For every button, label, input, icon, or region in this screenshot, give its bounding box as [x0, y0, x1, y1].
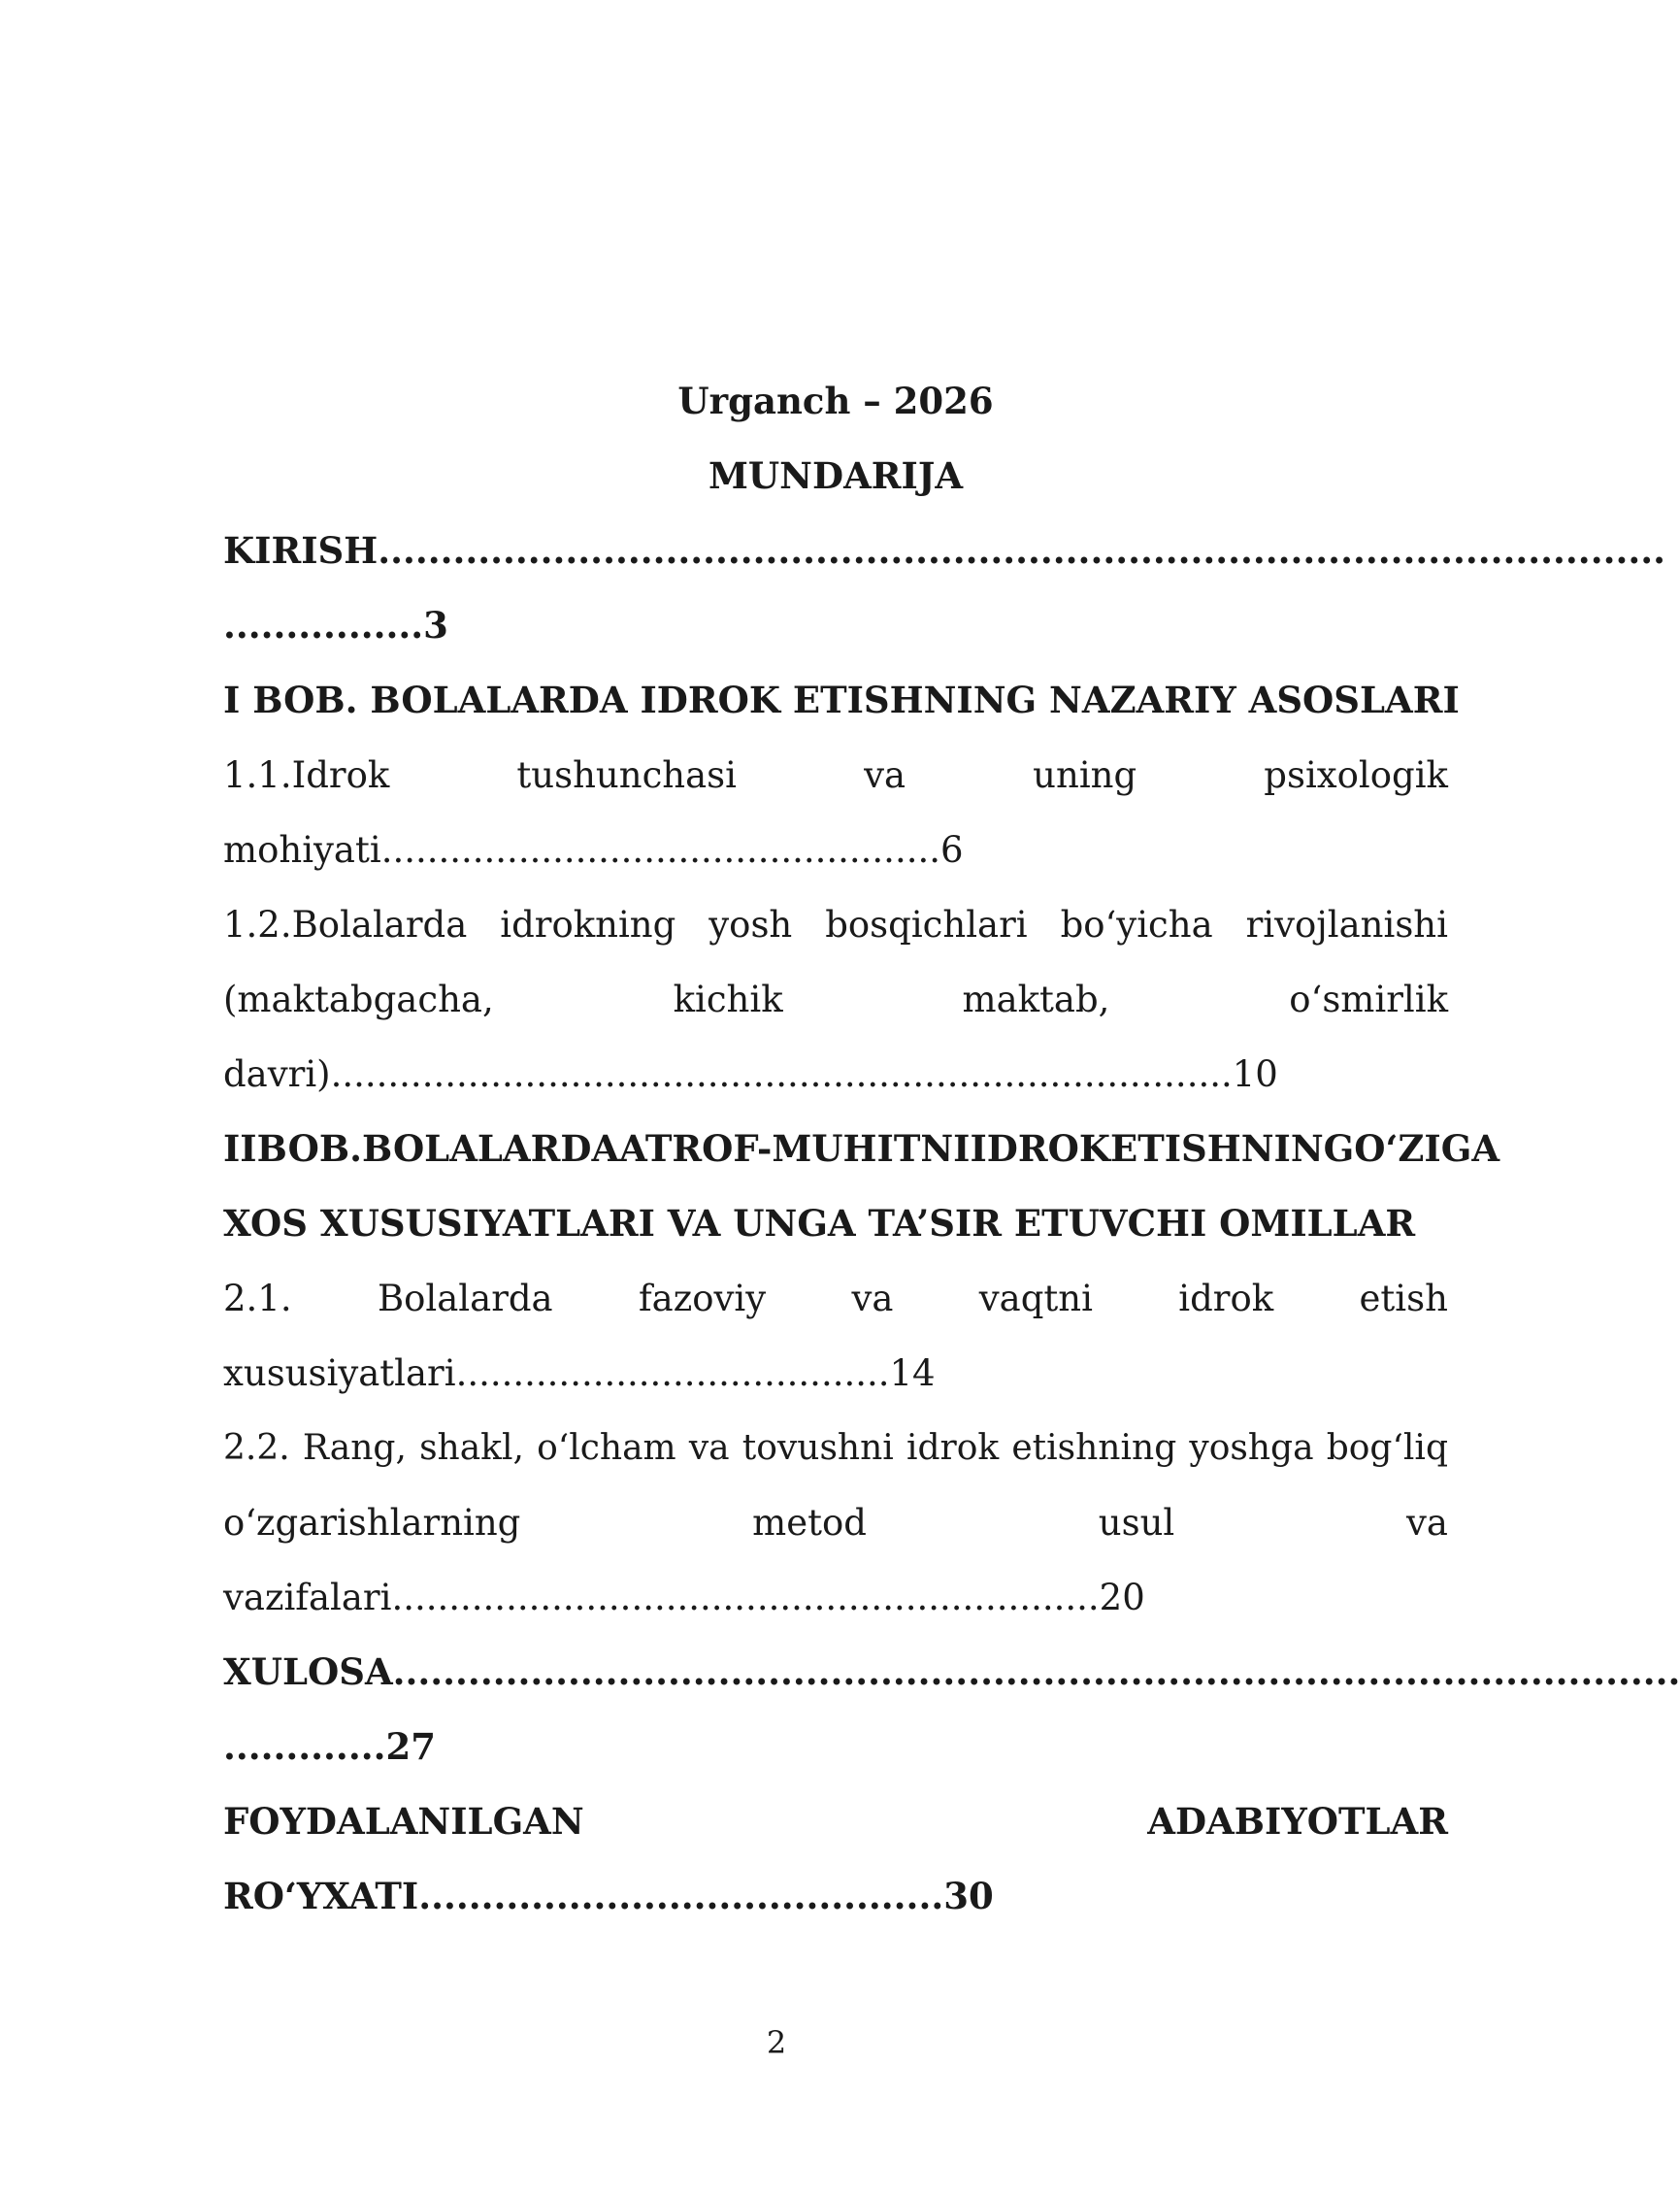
word: psixologik [1264, 754, 1448, 796]
word: Bolalarda [377, 1278, 553, 1319]
toc-kirish-line2: ................3 [223, 604, 448, 647]
section-2-2-line3: vazifalari..............................................................20 [223, 1577, 1145, 1618]
word: kichik [673, 979, 783, 1020]
word: metod [752, 1502, 867, 1544]
section-1-1-line2: mohiyati.................................................6 [223, 829, 964, 871]
word: ATROF-MUHITNI [619, 1127, 971, 1170]
chapter-1-title: I BOB. BOLALARDA IDROK ETISHNING NAZARIY ASOSLARI [223, 679, 1460, 721]
word: etishning [1011, 1428, 1177, 1468]
city-year: Urganch – 2026 [677, 380, 994, 422]
section-1-2-line1 [223, 887, 1448, 962]
word: 2.1. [223, 1278, 292, 1319]
word: rivojlanishi [1245, 904, 1448, 946]
word: fazoviy [638, 1278, 767, 1319]
toc-title: MUNDARIJA [708, 454, 964, 497]
word: bog‘liq [1326, 1428, 1448, 1468]
word: va [1406, 1502, 1448, 1544]
word: Rang, [302, 1428, 407, 1468]
document-page [223, 364, 1680, 1934]
word: bo‘yicha [1060, 904, 1213, 946]
word: bosqichlari [825, 904, 1028, 946]
section-2-1-line1 [223, 1261, 1448, 1336]
word: o‘smirlik [1289, 979, 1448, 1020]
toc-adabiyot-line2: RO‘YXATI..........................................30 [223, 1875, 994, 1917]
chapter-2-title-line1 [223, 1112, 1500, 1186]
word: etish [1359, 1278, 1448, 1319]
word: 1.1.Idrok [223, 754, 390, 796]
word: idrok [1178, 1278, 1274, 1319]
word: usul [1098, 1502, 1175, 1544]
word: idrokning [500, 904, 676, 946]
toc-xulosa-line1: XULOSA....................................................................................................... [223, 1650, 1680, 1693]
word: BOLALARDA [361, 1127, 620, 1170]
word: (maktabgacha, [223, 979, 494, 1020]
word: IDROK [970, 1127, 1111, 1170]
word: ETISHNING [1110, 1127, 1355, 1170]
toc-kirish-line1: KIRISH....................................................................................................... [223, 529, 1665, 572]
word: uning [1033, 754, 1137, 796]
section-2-2-line1 [223, 1411, 1448, 1485]
word: II [223, 1127, 257, 1170]
section-2-2-line2 [223, 1485, 1448, 1560]
word: o‘lcham [537, 1428, 676, 1468]
word: tovushni [741, 1428, 894, 1468]
word: shakl, [419, 1428, 524, 1468]
page-number: 2 [766, 2024, 787, 2061]
toc-adabiyot-line1 [223, 1784, 1448, 1859]
word: va [851, 1278, 894, 1319]
word: vaqtni [978, 1278, 1093, 1319]
word: maktab, [962, 979, 1110, 1020]
toc-xulosa-line2: .............27 [223, 1725, 436, 1768]
word: va [864, 754, 906, 796]
word: O‘ZIGA [1354, 1127, 1500, 1170]
word: idrok [906, 1428, 1000, 1468]
chapter-2-title-line2: XOS XUSUSIYATLARI VA UNGA TA’SIR ETUVCHI OMILLAR [223, 1202, 1416, 1245]
word: o‘zgarishlarning [223, 1502, 521, 1544]
section-1-1-line1 [223, 738, 1448, 813]
word: yosh [708, 904, 793, 946]
word: ADABIYOTLAR [1147, 1800, 1448, 1843]
word: tushunchasi [516, 754, 737, 796]
section-1-2-line3: davri)...............................................................................10 [223, 1053, 1278, 1095]
section-2-1-line2: xususiyatlari......................................14 [223, 1352, 936, 1394]
word: va [688, 1428, 730, 1468]
word: yoshga [1189, 1428, 1314, 1468]
word: 1.2.Bolalarda [223, 904, 468, 946]
word: FOYDALANILGAN [223, 1800, 584, 1843]
section-1-2-line2 [223, 962, 1448, 1037]
word: 2.2. [223, 1428, 290, 1468]
word: BOB. [256, 1127, 362, 1170]
